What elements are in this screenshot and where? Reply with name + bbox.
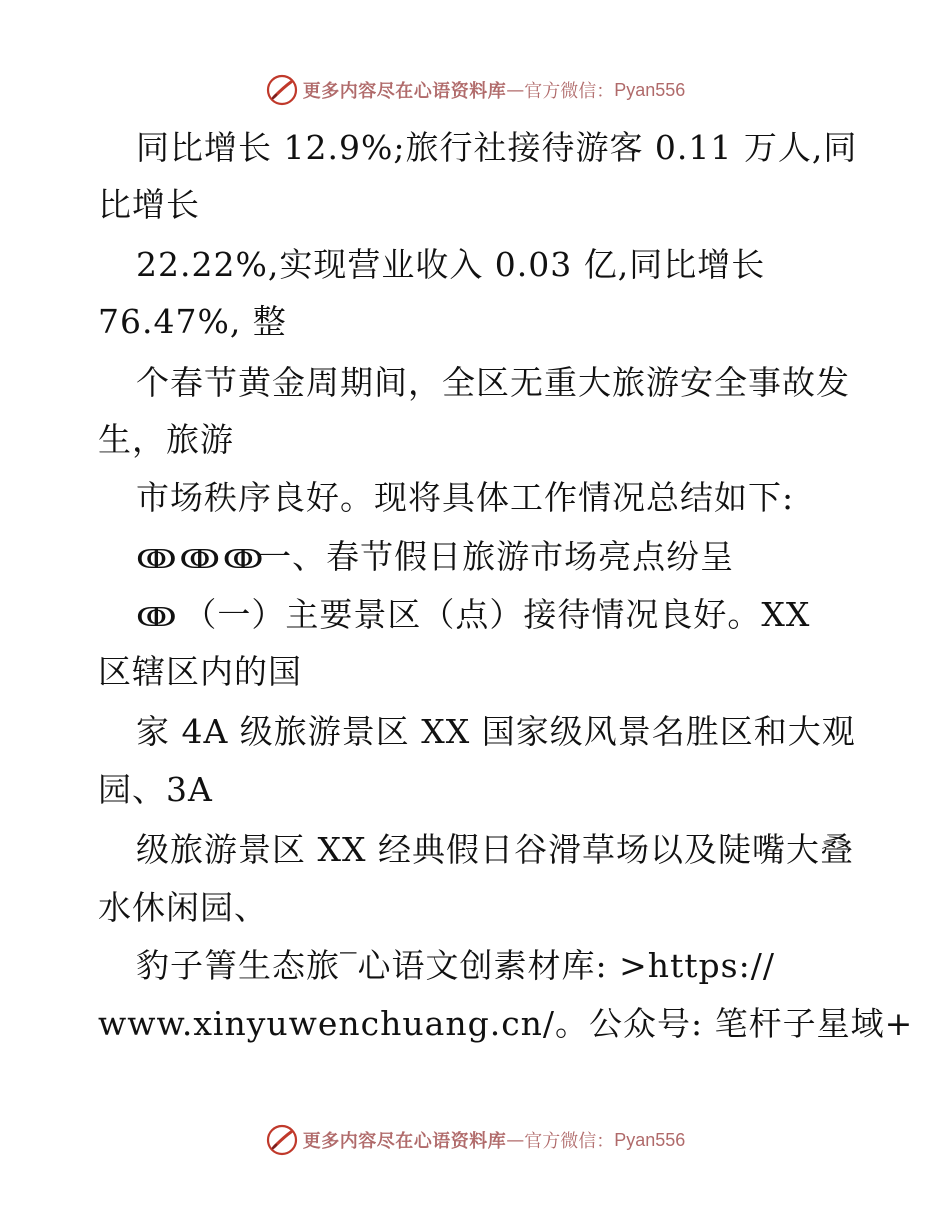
text-line-2: 比增长 bbox=[98, 185, 200, 224]
text-line-15: 豹子箐生态旅‾心语文创素材库: >https:// bbox=[136, 946, 775, 985]
text-line-7: 市场秩序良好。现将具体工作情况总结如下: bbox=[136, 478, 795, 517]
curl-ornament-icon: ↂ bbox=[136, 603, 180, 633]
text-line-14: 水休闲园、 bbox=[98, 888, 268, 927]
text-line-1: 同比增长 12.9%;旅行社接待游客 0.11 万人,同 bbox=[136, 128, 858, 167]
heading-line bbox=[136, 537, 734, 580]
section-heading: 一、春节假日旅游市场亮点纷呈 bbox=[258, 537, 735, 576]
banner-separator: — bbox=[506, 79, 525, 101]
text-line-16: www.xinyuwenchuang.cn/。公众号: 笔杆子星域+ bbox=[98, 1004, 914, 1043]
pen-logo-icon bbox=[265, 73, 299, 107]
header-banner bbox=[0, 70, 950, 110]
text-line-11: 家 4A 级旅游景区 XX 国家级风景名胜区和大观 bbox=[136, 712, 856, 751]
pen-logo-icon bbox=[265, 1123, 299, 1157]
banner-text: 更多内容尽在心语资料库 bbox=[302, 1131, 507, 1152]
text-line-10: 区辖区内的国 bbox=[98, 652, 302, 691]
banner-separator: — bbox=[506, 1129, 525, 1151]
subheading-line bbox=[136, 595, 810, 638]
footer-banner bbox=[0, 1120, 950, 1160]
banner-wechat-id: Pyan556 bbox=[614, 79, 686, 100]
text-line-3: 22.22%,实现营业收入 0.03 亿,同比增长 bbox=[136, 245, 766, 284]
banner-wechat-label: 官方微信： bbox=[524, 81, 615, 102]
text-line-13: 级旅游景区 XX 经典假日谷滑草场以及陡嘴大叠 bbox=[136, 830, 854, 869]
curl-ornament-icon: ↂↂↂ bbox=[136, 545, 267, 575]
text-line-6: 生，旅游 bbox=[98, 420, 234, 459]
text-line-4: 76.47%, 整 bbox=[98, 302, 287, 341]
text-line-5: 个春节黄金周期间，全区无重大旅游安全事故发 bbox=[136, 363, 850, 402]
banner-text: 更多内容尽在心语资料库 bbox=[302, 81, 507, 102]
subsection-heading: （一）主要景区（点）接待情况良好。XX bbox=[183, 595, 811, 634]
text-line-12: 园、3A bbox=[98, 770, 213, 809]
banner-wechat-label: 官方微信： bbox=[524, 1131, 615, 1152]
banner-wechat-id: Pyan556 bbox=[614, 1129, 686, 1150]
